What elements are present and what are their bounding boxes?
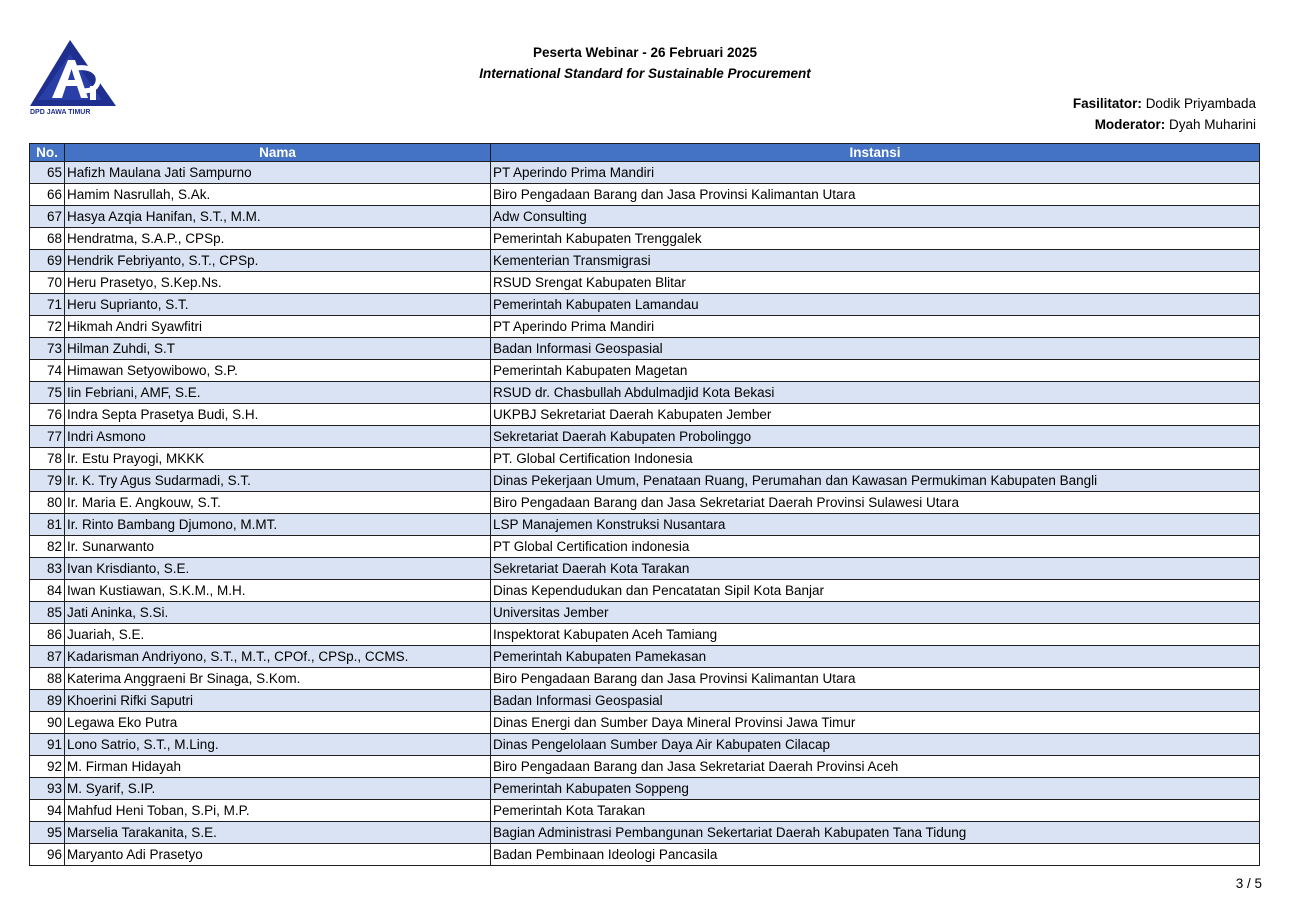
- cell-name: Ir. Maria E. Angkouw, S.T.: [65, 492, 491, 514]
- cell-institution: PT Global Certification indonesia: [491, 536, 1260, 558]
- table-row: [30, 492, 1260, 514]
- cell-no: 78: [30, 448, 65, 470]
- cell-name: Hasya Azqia Hanifan, S.T., M.M.: [65, 206, 491, 228]
- table-row: [30, 844, 1260, 866]
- cell-no: 93: [30, 778, 65, 800]
- cell-name: Hendratma, S.A.P., CPSp.: [65, 228, 491, 250]
- cell-institution: Biro Pengadaan Barang dan Jasa Provinsi Kalimantan Utara: [491, 668, 1260, 690]
- table-row: [30, 624, 1260, 646]
- cell-institution: Dinas Energi dan Sumber Daya Mineral Provinsi Jawa Timur: [491, 712, 1260, 734]
- cell-name: Himawan Setyowibowo, S.P.: [65, 360, 491, 382]
- cell-institution: Inspektorat Kabupaten Aceh Tamiang: [491, 624, 1260, 646]
- cell-name: Mahfud Heni Toban, S.Pi, M.P.: [65, 800, 491, 822]
- table-row: [30, 536, 1260, 558]
- table-row: [30, 206, 1260, 228]
- cell-institution: Pemerintah Kabupaten Trenggalek: [491, 228, 1260, 250]
- cell-institution: Adw Consulting: [491, 206, 1260, 228]
- table-row: [30, 712, 1260, 734]
- cell-no: 88: [30, 668, 65, 690]
- cell-no: 94: [30, 800, 65, 822]
- cell-institution: Biro Pengadaan Barang dan Jasa Provinsi Kalimantan Utara: [491, 184, 1260, 206]
- cell-name: Hafizh Maulana Jati Sampurno: [65, 162, 491, 184]
- cell-institution: UKPBJ Sekretariat Daerah Kabupaten Jember: [491, 404, 1260, 426]
- document-title-block: [0, 42, 1290, 84]
- table-row: [30, 690, 1260, 712]
- cell-no: 71: [30, 294, 65, 316]
- cell-no: 76: [30, 404, 65, 426]
- cell-no: 92: [30, 756, 65, 778]
- cell-institution: Dinas Kependudukan dan Pencatatan Sipil Kota Banjar: [491, 580, 1260, 602]
- cell-institution: Dinas Pekerjaan Umum, Penataan Ruang, Perumahan dan Kawasan Permukiman Kabupaten Bangli: [491, 470, 1260, 492]
- table-row: [30, 360, 1260, 382]
- cell-no: 67: [30, 206, 65, 228]
- cell-name: Legawa Eko Putra: [65, 712, 491, 734]
- cell-no: 83: [30, 558, 65, 580]
- table-row: [30, 426, 1260, 448]
- cell-institution: Kementerian Transmigrasi: [491, 250, 1260, 272]
- cell-no: 89: [30, 690, 65, 712]
- column-header-name: Nama: [65, 144, 491, 162]
- table-row: [30, 756, 1260, 778]
- cell-institution: Dinas Pengelolaan Sumber Daya Air Kabupaten Cilacap: [491, 734, 1260, 756]
- svg-text:DPD JAWA TIMUR: DPD JAWA TIMUR: [30, 109, 91, 116]
- cell-no: 82: [30, 536, 65, 558]
- table-row: [30, 822, 1260, 844]
- cell-institution: Biro Pengadaan Barang dan Jasa Sekretariat Daerah Provinsi Aceh: [491, 756, 1260, 778]
- cell-no: 75: [30, 382, 65, 404]
- cell-name: Hilman Zuhdi, S.T: [65, 338, 491, 360]
- facilitator-name: Dodik Priyambada: [1145, 96, 1256, 111]
- cell-name: Hamim Nasrullah, S.Ak.: [65, 184, 491, 206]
- cell-name: Hendrik Febriyanto, S.T., CPSp.: [65, 250, 491, 272]
- cell-name: Katerima Anggraeni Br Sinaga, S.Kom.: [65, 668, 491, 690]
- cell-name: Iwan Kustiawan, S.K.M., M.H.: [65, 580, 491, 602]
- cell-name: Ir. Rinto Bambang Djumono, M.MT.: [65, 514, 491, 536]
- cell-institution: Sekretariat Daerah Kabupaten Probolinggo: [491, 426, 1260, 448]
- table-row: [30, 580, 1260, 602]
- cell-no: 95: [30, 822, 65, 844]
- cell-institution: LSP Manajemen Konstruksi Nusantara: [491, 514, 1260, 536]
- cell-name: Ir. Estu Prayogi, MKKK: [65, 448, 491, 470]
- cell-name: Jati Aninka, S.Si.: [65, 602, 491, 624]
- cell-institution: Badan Informasi Geospasial: [491, 338, 1260, 360]
- cell-no: 70: [30, 272, 65, 294]
- table-header-row: [30, 144, 1260, 162]
- participants-table: [29, 143, 1260, 866]
- cell-name: M. Firman Hidayah: [65, 756, 491, 778]
- cell-name: Lono Satrio, S.T., M.Ling.: [65, 734, 491, 756]
- cell-no: 72: [30, 316, 65, 338]
- table-row: [30, 250, 1260, 272]
- column-header-institution: Instansi: [491, 144, 1260, 162]
- table-row: [30, 734, 1260, 756]
- cell-institution: Pemerintah Kabupaten Lamandau: [491, 294, 1260, 316]
- table-row: [30, 162, 1260, 184]
- cell-institution: Badan Informasi Geospasial: [491, 690, 1260, 712]
- column-header-no: No.: [30, 144, 65, 162]
- table-row: [30, 184, 1260, 206]
- table-row: [30, 316, 1260, 338]
- cell-no: 79: [30, 470, 65, 492]
- cell-no: 68: [30, 228, 65, 250]
- table-row: [30, 272, 1260, 294]
- cell-name: Kadarisman Andriyono, S.T., M.T., CPOf., CPSp., CCMS.: [65, 646, 491, 668]
- cell-institution: RSUD Srengat Kabupaten Blitar: [491, 272, 1260, 294]
- cell-name: Indra Septa Prasetya Budi, S.H.: [65, 404, 491, 426]
- cell-no: 96: [30, 844, 65, 866]
- cell-name: Ir. K. Try Agus Sudarmadi, S.T.: [65, 470, 491, 492]
- moderator-line: [1073, 114, 1256, 135]
- page-number: 3 / 5: [1235, 876, 1262, 891]
- cell-institution: PT Aperindo Prima Mandiri: [491, 162, 1260, 184]
- table-row: [30, 668, 1260, 690]
- table-row: [30, 800, 1260, 822]
- cell-institution: Sekretariat Daerah Kota Tarakan: [491, 558, 1260, 580]
- cell-no: 77: [30, 426, 65, 448]
- moderator-name: Dyah Muharini: [1168, 117, 1256, 132]
- cell-name: Khoerini Rifki Saputri: [65, 690, 491, 712]
- table-row: [30, 404, 1260, 426]
- table-row: [30, 382, 1260, 404]
- cell-name: M. Syarif, S.IP.: [65, 778, 491, 800]
- document-subtitle: International Standard for Sustainable Procurement: [479, 66, 811, 81]
- facilitator-line: [1073, 93, 1256, 114]
- moderator-label: Moderator:: [1094, 117, 1166, 132]
- cell-no: 73: [30, 338, 65, 360]
- cell-name: Juariah, S.E.: [65, 624, 491, 646]
- facilitator-label: Fasilitator:: [1072, 96, 1142, 111]
- cell-name: Ir. Sunarwanto: [65, 536, 491, 558]
- table-row: [30, 778, 1260, 800]
- cell-name: Heru Suprianto, S.T.: [65, 294, 491, 316]
- cell-institution: Biro Pengadaan Barang dan Jasa Sekretariat Daerah Provinsi Sulawesi Utara: [491, 492, 1260, 514]
- cell-name: Ivan Krisdianto, S.E.: [65, 558, 491, 580]
- cell-institution: Universitas Jember: [491, 602, 1260, 624]
- cell-institution: PT Aperindo Prima Mandiri: [491, 316, 1260, 338]
- cell-institution: Pemerintah Kota Tarakan: [491, 800, 1260, 822]
- table-row: [30, 646, 1260, 668]
- cell-institution: PT. Global Certification Indonesia: [491, 448, 1260, 470]
- cell-no: 66: [30, 184, 65, 206]
- cell-name: Indri Asmono: [65, 426, 491, 448]
- cell-no: 65: [30, 162, 65, 184]
- cell-institution: Bagian Administrasi Pembangunan Sekertariat Daerah Kabupaten Tana Tidung: [491, 822, 1260, 844]
- cell-name: Hikmah Andri Syawfitri: [65, 316, 491, 338]
- cell-no: 90: [30, 712, 65, 734]
- cell-no: 74: [30, 360, 65, 382]
- cell-no: 86: [30, 624, 65, 646]
- cell-no: 81: [30, 514, 65, 536]
- roles-block: [1073, 93, 1256, 135]
- cell-institution: RSUD dr. Chasbullah Abdulmadjid Kota Bekasi: [491, 382, 1260, 404]
- document-title: Peserta Webinar - 26 Februari 2025: [532, 45, 758, 60]
- cell-no: 91: [30, 734, 65, 756]
- cell-institution: Pemerintah Kabupaten Pamekasan: [491, 646, 1260, 668]
- cell-no: 85: [30, 602, 65, 624]
- table-row: [30, 514, 1260, 536]
- cell-no: 69: [30, 250, 65, 272]
- table-row: [30, 338, 1260, 360]
- table-row: [30, 228, 1260, 250]
- cell-institution: Pemerintah Kabupaten Soppeng: [491, 778, 1260, 800]
- table-row: [30, 294, 1260, 316]
- cell-name: Iin Febriani, AMF, S.E.: [65, 382, 491, 404]
- cell-institution: Pemerintah Kabupaten Magetan: [491, 360, 1260, 382]
- table-row: [30, 470, 1260, 492]
- cell-no: 84: [30, 580, 65, 602]
- table-row: [30, 558, 1260, 580]
- cell-name: Marselia Tarakanita, S.E.: [65, 822, 491, 844]
- cell-name: Maryanto Adi Prasetyo: [65, 844, 491, 866]
- cell-name: Heru Prasetyo, S.Kep.Ns.: [65, 272, 491, 294]
- cell-no: 87: [30, 646, 65, 668]
- cell-no: 80: [30, 492, 65, 514]
- cell-institution: Badan Pembinaan Ideologi Pancasila: [491, 844, 1260, 866]
- table-row: [30, 448, 1260, 470]
- table-row: [30, 602, 1260, 624]
